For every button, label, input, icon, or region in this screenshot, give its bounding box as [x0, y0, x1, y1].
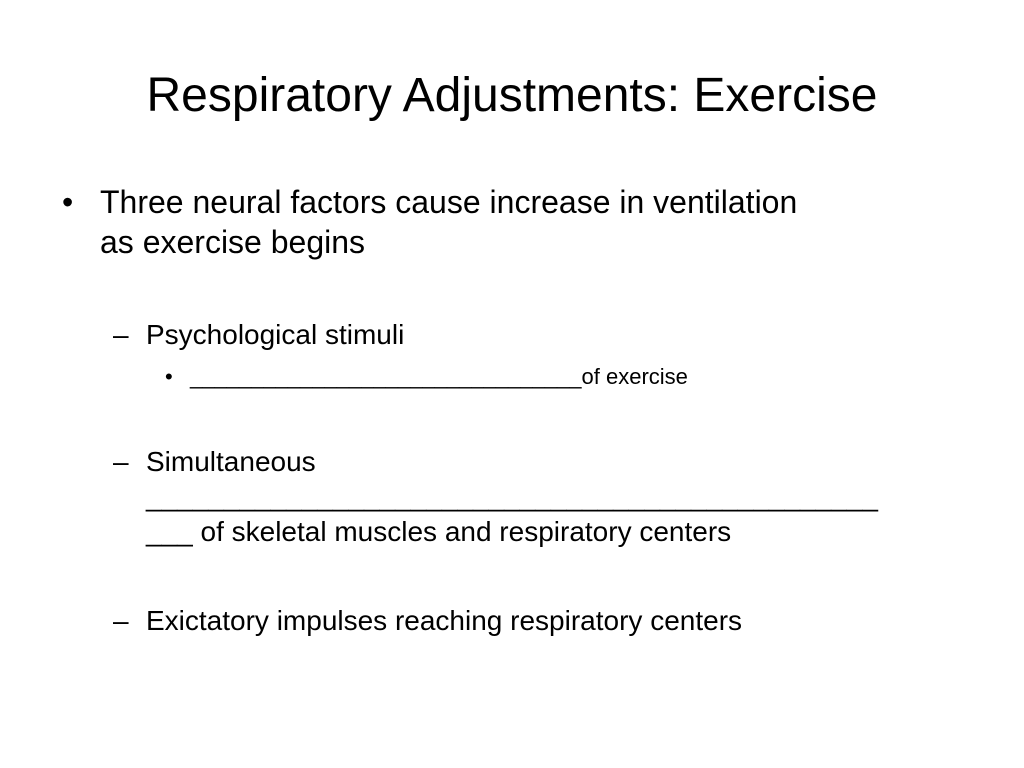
fill-in-blank: ________________________________: [190, 364, 582, 389]
slide-title: Respiratory Adjustments: Exercise: [146, 69, 878, 122]
sub-bullet-text: Exictatory impulses reaching respiratory centers: [146, 605, 743, 636]
bullet-text-line: Three neural factors cause increase in ventilation: [100, 184, 798, 220]
sub-bullet-marker: –: [113, 319, 129, 350]
sub-bullet-text-continuation: ___ of skeletal muscles and respiratory centers: [146, 516, 732, 547]
sub-sub-bullet-marker: •: [165, 364, 173, 389]
sub-sub-bullet-text: [190, 363, 688, 391]
bullet-text-line: as exercise begins: [100, 224, 366, 260]
sub-bullet-marker: –: [113, 446, 129, 477]
sub-bullet-marker: –: [113, 605, 129, 636]
bullet-marker: •: [62, 184, 74, 220]
fill-in-blank: _______________________________________________: [146, 481, 878, 512]
sub-bullet-text: Psychological stimuli: [146, 319, 405, 350]
sub-bullet-text: Simultaneous: [146, 446, 316, 477]
fill-in-suffix: of exercise: [581, 364, 688, 389]
